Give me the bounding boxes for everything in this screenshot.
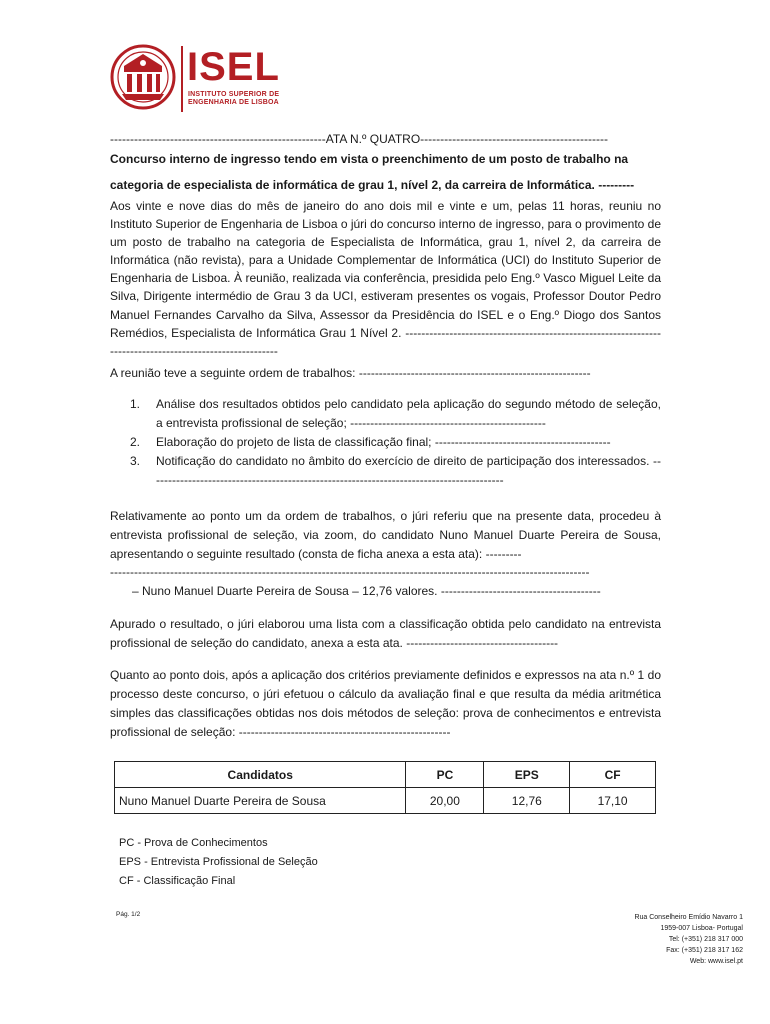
minutes-title: ------------------------------------------------------ATA N.º QUATRO----------------------------------------------- xyxy=(110,132,608,146)
column-header-candidates: Candidatos xyxy=(115,762,406,788)
agenda-item-text: Elaboração do projeto de lista de classificação final; -------------------------------------------- xyxy=(156,435,611,449)
isel-seal-icon xyxy=(110,44,176,110)
logo-subtitle-line-2: ENGENHARIA DE LISBOA xyxy=(188,99,279,106)
footer-fax: Fax: (+351) 218 317 162 xyxy=(666,947,743,954)
eps-score-cell: 12,76 xyxy=(484,788,570,814)
legend-cf: CF - Classificação Final xyxy=(119,875,236,887)
agenda-item-number: 2. xyxy=(130,435,141,449)
results-table xyxy=(114,761,656,814)
agenda-item-text: Notificação do candidato no âmbito do exercício de direito de participação dos interessados. ----------------------------------------------------------------------------------------- xyxy=(156,454,661,487)
column-header-cf: CF xyxy=(570,762,656,788)
point-two-paragraph: Quanto ao ponto dois, após a aplicação dos critérios previamente definidos e expressos na ata n.º 1 do processo deste concurso, o júri efetuou o cálculo da avaliação final e que resulta da média aritmética simples das classificações obtidas nos dois métodos de seleção: prova de conhecimentos e entrevista profissional de seleção: ----------------------------------------------------- xyxy=(110,668,661,739)
cf-score-cell: 17,10 xyxy=(570,788,656,814)
agenda-item-1 xyxy=(110,395,661,433)
logo-subtitle xyxy=(188,91,279,107)
footer-phone: Tel: (+351) 218 317 000 xyxy=(668,936,743,943)
point-one-paragraph: Relativamente ao ponto um da ordem de trabalhos, o júri referiu que na presente data, procedeu à entrevista profissional de seleção, via zoom, do candidato Nuno Manuel Duarte Pereira de Sousa, apresentando o seguinte resultado (consta de ficha anexa a esta ata): --------- xyxy=(110,509,661,561)
table-row xyxy=(115,788,656,814)
footer-address-line: 1959-007 Lisboa- Portugal xyxy=(660,925,743,932)
table-header-row xyxy=(115,762,656,788)
agenda-intro: A reunião teve a seguinte ordem de trabalhos: ---------------------------------------------------------- xyxy=(110,366,591,380)
dash-separator: ------------------------------------------------------------------------------------------------------------------------ xyxy=(110,565,590,579)
result-item: – Nuno Manuel Duarte Pereira de Sousa – 12,76 valores. ---------------------------------------- xyxy=(132,584,601,598)
legend-pc: PC - Prova de Conhecimentos xyxy=(119,837,268,849)
logo-text: ISEL xyxy=(187,45,280,89)
pc-score-cell: 20,00 xyxy=(406,788,484,814)
footer-address xyxy=(634,912,743,967)
subject-line-1: Concurso interno de ingresso tendo em vista o preenchimento de um posto de trabalho na xyxy=(110,152,629,166)
footer-web: Web: www.isel.pt xyxy=(689,958,743,965)
footer-address-line: Rua Conselheiro Emídio Navarro 1 xyxy=(634,914,743,921)
logo-subtitle-line-1: INSTITUTO SUPERIOR DE xyxy=(188,91,280,98)
candidate-name-cell: Nuno Manuel Duarte Pereira de Sousa xyxy=(115,788,406,814)
column-header-pc: PC xyxy=(406,762,484,788)
subject-line-2: categoria de especialista de informática de grau 1, nível 2, da carreira de Informática. --------- xyxy=(110,178,635,192)
abbreviation-legend xyxy=(119,834,318,891)
intro-paragraph: Aos vinte e nove dias do mês de janeiro do ano dois mil e vinte e um, pelas 11 horas, reuniu no Instituto Superior de Engenharia de Lisboa o júri do concurso interno de ingresso, para o provimento de um posto de trabalho na categoria de Especialista de Informática, grau 1, nível 2, da carreira de Informática (não revista), para a Unidade Complementar de Informática (UCI) do Instituto Superior de Engenharia de Lisboa. À reunião, realizada via conferência, presidida pelo Eng.º Vasco Miguel Leite da Silva, Dirigente intermédio de Grau 3 da UCI, estiveram presentes os vogais, Professor Doutor Pedro Manuel Fernandes Carvalho da Silva, Assessor da Presidência do ISEL e o Eng.º Diogo dos Santos Remédios, Especialista de Informática Grau 1 Nível 2. ---------------------------------------------------------------------------------------------------------- xyxy=(110,199,662,358)
agenda-list xyxy=(110,395,661,490)
column-header-eps: EPS xyxy=(484,762,570,788)
logo-divider xyxy=(181,46,183,112)
agenda-item-text: Análise dos resultados obtidos pelo candidato pela aplicação do segundo método de seleção, a entrevista profissional de seleção; ------------------------------------------------- xyxy=(156,397,661,430)
legend-eps: EPS - Entrevista Profissional de Seleção xyxy=(119,856,318,868)
agenda-item-2 xyxy=(110,433,661,452)
after-result-paragraph: Apurado o resultado, o júri elaborou uma lista com a classificação obtida pelo candidato na entrevista profissional de seleção do candidato, anexa a esta ata. -------------------------------------- xyxy=(110,617,661,650)
isel-logo xyxy=(110,44,280,116)
agenda-item-number: 3. xyxy=(130,454,141,468)
agenda-item-number: 1. xyxy=(130,397,141,411)
agenda-item-3 xyxy=(110,452,661,490)
page-number: Pág. 1/2 xyxy=(116,911,141,918)
